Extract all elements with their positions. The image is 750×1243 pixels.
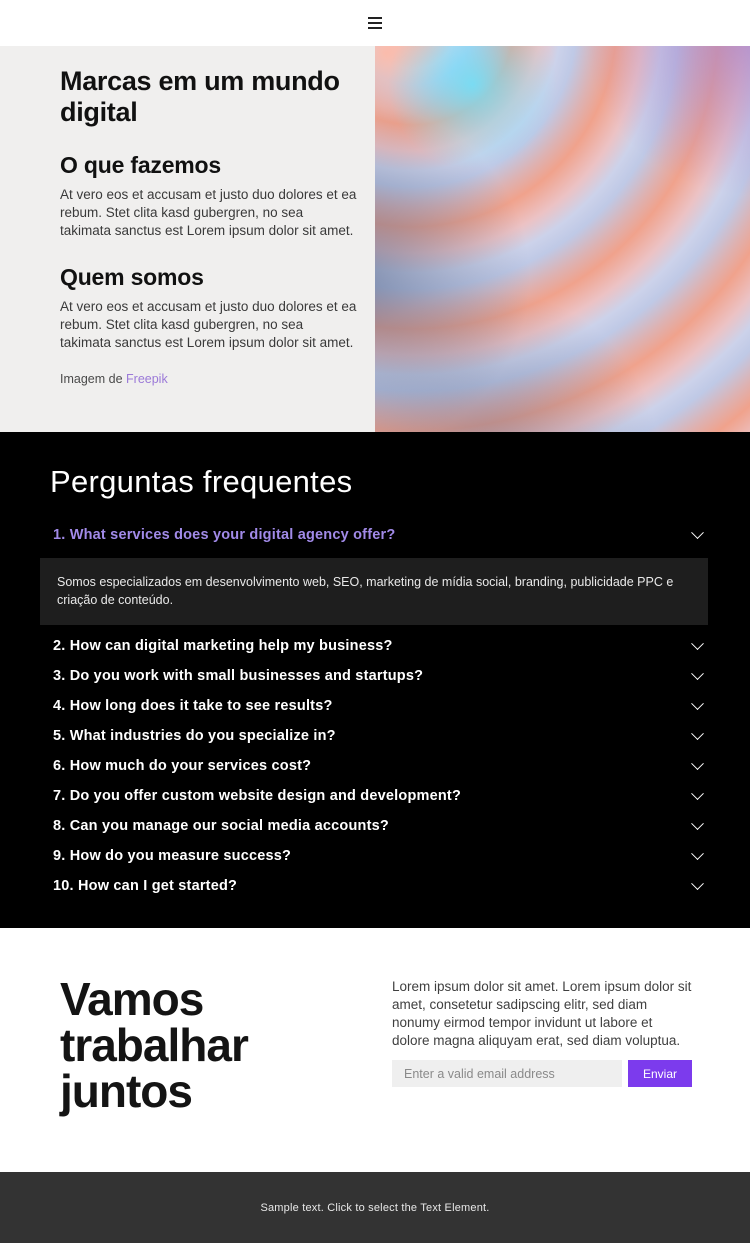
contact-text: Lorem ipsum dolor sit amet. Lorem ipsum dolor sit amet, consetetur sadipscing elitr, sed diam nonumy eirmod tempor invidunt ut labore et dolore magna aliquyam erat, sed diam voluptua.: [392, 979, 692, 1048]
faq-item[interactable]: [40, 849, 708, 864]
chevron-down-icon: [691, 847, 704, 860]
faq-item[interactable]: [40, 819, 708, 834]
hamburger-bar: [368, 27, 382, 29]
chevron-down-icon: [691, 787, 704, 800]
chevron-down-icon: [691, 877, 704, 890]
contact-form-column: [392, 976, 692, 1172]
faq-list: [40, 528, 708, 894]
email-input[interactable]: [392, 1060, 622, 1087]
send-button[interactable]: Enviar: [628, 1060, 692, 1087]
freepik-link[interactable]: Freepik: [126, 372, 168, 386]
faq-question-label: 4. How long does it take to see results?: [53, 698, 333, 714]
hero-title: Marcas em um mundo digital: [60, 66, 340, 127]
faq-item[interactable]: [40, 789, 708, 804]
what-we-do-text: At vero eos et accusam et justo duo dolores et ea rebum. Stet clita kasd gubergren, no sea takimata sanctus est Lorem ipsum dolor sit amet.: [60, 187, 357, 238]
what-we-do-heading: O que fazemos: [60, 152, 221, 178]
chevron-down-icon: [691, 637, 704, 650]
faq-item[interactable]: [40, 699, 708, 714]
contact-title-column: [60, 973, 392, 1172]
chevron-down-icon: [691, 667, 704, 680]
page-footer: [0, 1172, 750, 1243]
hamburger-bar: [368, 17, 382, 19]
faq-question-label: 5. What industries do you specialize in?: [53, 728, 336, 744]
image-credit-prefix: Imagem de: [60, 372, 123, 386]
faq-item[interactable]: [40, 528, 708, 543]
who-we-are-heading: Quem somos: [60, 264, 204, 290]
page-header: [0, 0, 750, 46]
faq-item[interactable]: [40, 759, 708, 774]
chevron-down-icon: [691, 757, 704, 770]
faq-item[interactable]: [40, 729, 708, 744]
who-we-are-text: At vero eos et accusam et justo duo dolores et ea rebum. Stet clita kasd gubergren, no sea takimata sanctus est Lorem ipsum dolor sit amet.: [60, 299, 357, 350]
chevron-down-icon: [691, 727, 704, 740]
faq-title: Perguntas frequentes: [50, 464, 353, 499]
subscribe-form: [392, 1060, 692, 1087]
image-credit: [60, 372, 357, 386]
footer-sample-text[interactable]: Sample text. Click to select the Text Element.: [260, 1201, 490, 1214]
faq-item[interactable]: [40, 669, 708, 684]
faq-item[interactable]: [40, 879, 708, 894]
chevron-down-icon: [691, 526, 704, 539]
contact-section: [0, 928, 750, 1172]
hero-abstract-image: [375, 46, 750, 432]
faq-question-label: 3. Do you work with small businesses and startups?: [53, 668, 424, 684]
faq-question-label: 1. What services does your digital agency offer?: [53, 527, 396, 543]
faq-item[interactable]: [40, 639, 708, 654]
faq-question-label: 7. Do you offer custom website design and development?: [53, 788, 461, 804]
chevron-down-icon: [691, 817, 704, 830]
hamburger-bar: [368, 22, 382, 24]
faq-question-label: 10. How can I get started?: [53, 878, 238, 894]
hamburger-menu-icon[interactable]: [364, 13, 386, 33]
hero-text-column: [0, 46, 375, 432]
chevron-down-icon: [691, 697, 704, 710]
faq-question-label: 2. How can digital marketing help my business?: [53, 638, 393, 654]
faq-question-label: 9. How do you measure success?: [53, 848, 292, 864]
faq-answer: Somos especializados em desenvolvimento web, SEO, marketing de mídia social, branding, publicidade PPC e criação de conteúdo.: [40, 558, 708, 625]
faq-section: [0, 432, 750, 928]
faq-question-label: 8. Can you manage our social media accounts?: [53, 818, 389, 834]
hero-section: [0, 46, 750, 432]
contact-title: Vamos trabalhar juntos: [60, 973, 248, 1117]
faq-question-label: 6. How much do your services cost?: [53, 758, 312, 774]
